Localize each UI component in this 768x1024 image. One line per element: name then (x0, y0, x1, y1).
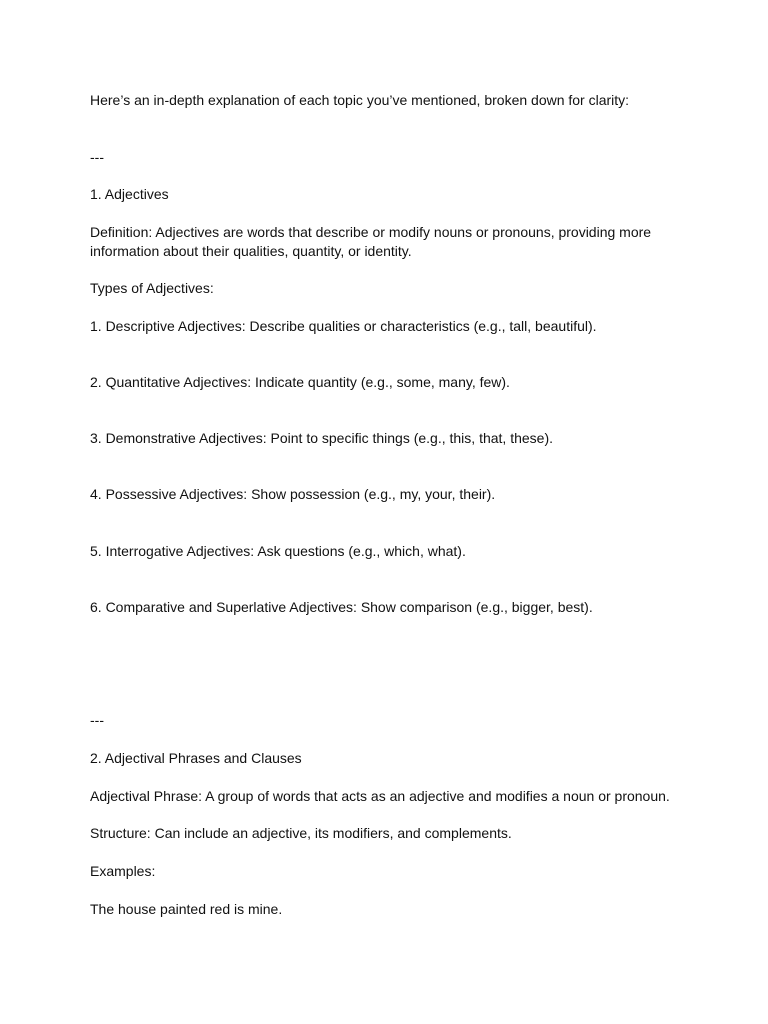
list-item: 1. Descriptive Adjectives: Describe qualities or characteristics (e.g., tall, beautiful). (90, 318, 597, 334)
example-sentence: The house painted red is mine. (90, 901, 283, 917)
section-heading-adjectival-phrases: 2. Adjectival Phrases and Clauses (90, 750, 302, 766)
intro-text: Here’s an in-depth explanation of each topic you’ve mentioned, broken down for clarity: (90, 92, 630, 108)
examples-heading: Examples: (90, 863, 156, 879)
adjectival-phrase-definition: Adjectival Phrase: A group of words that acts as an adjective and modifies a noun or pronoun. (90, 788, 670, 804)
list-item: 2. Quantitative Adjectives: Indicate quantity (e.g., some, many, few). (90, 374, 510, 390)
separator: --- (90, 149, 104, 165)
list-item: 4. Possessive Adjectives: Show possession (e.g., my, your, their). (90, 486, 496, 502)
list-item: 5. Interrogative Adjectives: Ask questions (e.g., which, what). (90, 543, 466, 559)
list-item: 3. Demonstrative Adjectives: Point to specific things (e.g., this, that, these). (90, 430, 553, 446)
adjectives-definition: Definition: Adjectives are words that describe or modify nouns or pronouns, providing more information about their qualities, quantity, or identity. (90, 224, 652, 259)
list-item: 6. Comparative and Superlative Adjectives: Show comparison (e.g., bigger, best). (90, 599, 593, 615)
types-heading: Types of Adjectives: (90, 280, 214, 296)
section-heading-adjectives: 1. Adjectives (90, 186, 169, 202)
structure-text: Structure: Can include an adjective, its modifiers, and complements. (90, 825, 512, 841)
separator: --- (90, 712, 104, 728)
